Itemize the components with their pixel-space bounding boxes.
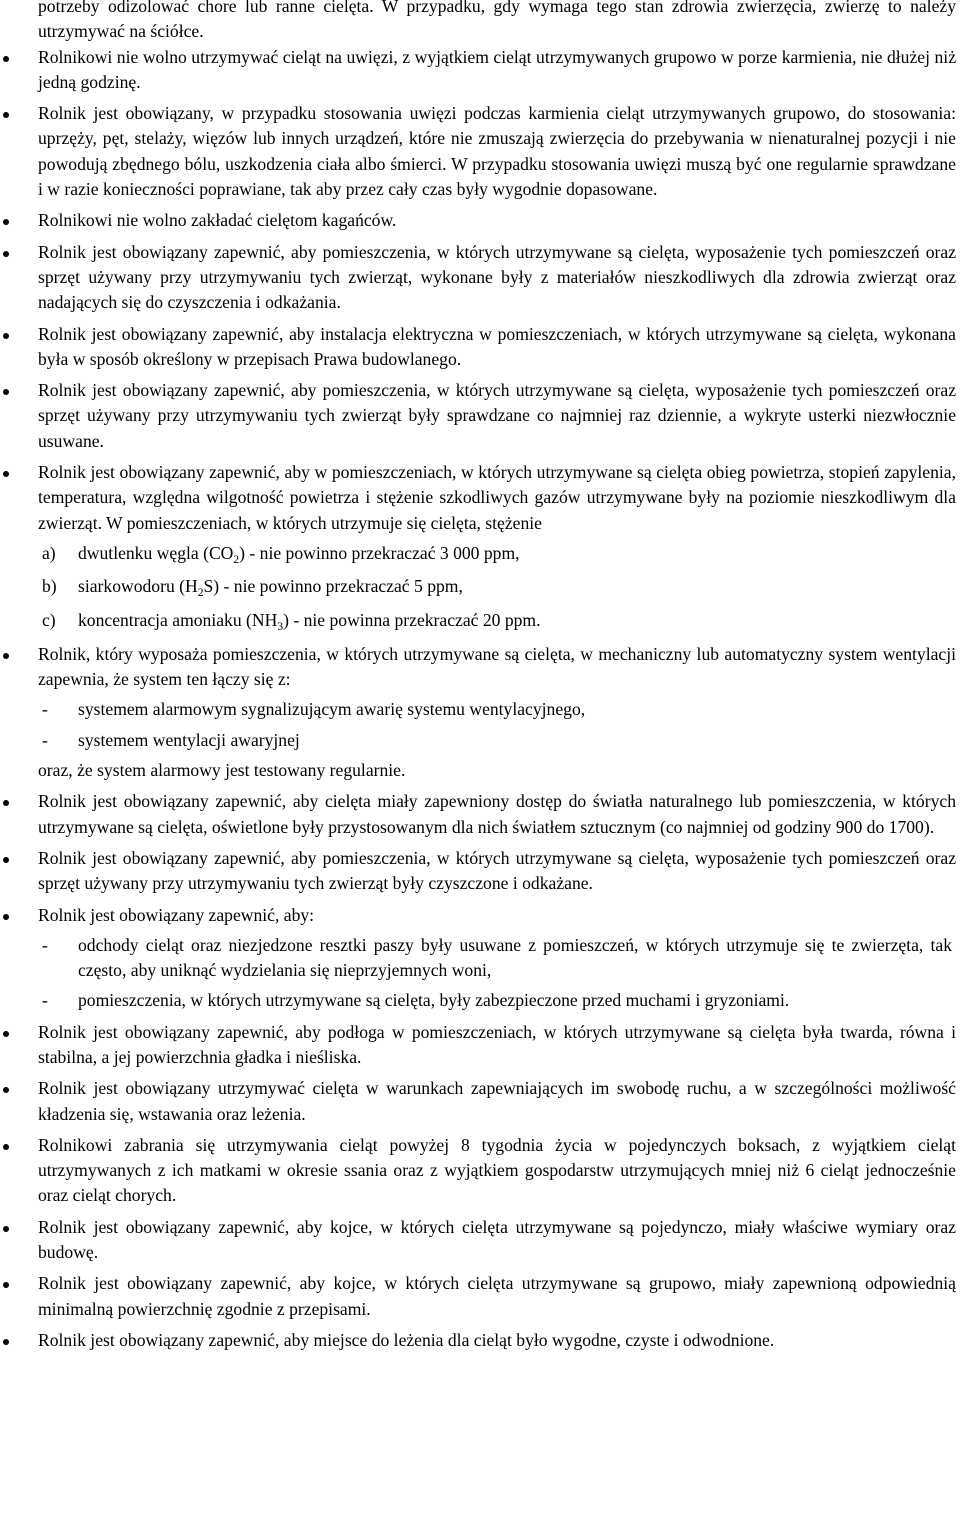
list-item bbox=[0, 789, 960, 840]
list-item bbox=[0, 1133, 960, 1209]
list-item-text: Rolnik jest obowiązany zapewnić, aby cielęta miały zapewniony dostęp do światła naturalnego lub pomieszczenia, w których utrzymywane są cielęta, oświetlone były przystosowanym dla nich światłem sztucznym (co najmniej od godziny 900 do 1700). bbox=[38, 791, 956, 837]
list-item-text: Rolnik, który wyposaża pomieszczenia, w których utrzymywane są cielęta, w mechaniczny lub automatyczny system wentylacji zapewnia, że system ten łączy się z: bbox=[38, 643, 956, 690]
list-item bbox=[0, 642, 960, 783]
sub-list-text bbox=[78, 542, 520, 566]
list-item bbox=[0, 1020, 960, 1071]
list-item-text: Rolnik jest obowiązany utrzymywać cielęta w warunkach zapewniających im swobodę ruchu, a w szczególności możliwość kładzenia się, wstawania oraz leżenia. bbox=[38, 1078, 956, 1124]
list-item bbox=[0, 1076, 960, 1127]
sub-list-marker: c) bbox=[42, 609, 56, 630]
list-item bbox=[0, 846, 960, 897]
list-item bbox=[0, 208, 960, 233]
sub-list-text bbox=[78, 576, 463, 600]
sub-list bbox=[38, 697, 956, 753]
sub-list-text: systemem alarmowym sygnalizującym awarię systemu wentylacyjnego, bbox=[78, 699, 586, 720]
list-item-text: Rolnikowi nie wolno utrzymywać cieląt na uwięzi, z wyjątkiem cieląt utrzymywanych grupowo w porze karmienia, nie dłużej niż jedną godzinę. bbox=[38, 46, 956, 92]
bullet-icon bbox=[3, 56, 9, 62]
list-item-text: Rolnik jest obowiązany zapewnić, aby pomieszczenia, w których utrzymywane są cielęta, wyposażenie tych pomieszczeń oraz sprzęt używany przy utrzymywaniu tych zwierząt, wykonane były z materiałów nieszkodliwych dla zdrowia zwierząt oraz nadających się do czyszczenia i odkażania. bbox=[38, 241, 956, 313]
bullet-icon bbox=[3, 857, 9, 863]
bullet-icon bbox=[3, 1282, 9, 1288]
sub-list-item bbox=[0, 608, 956, 636]
bullet-icon bbox=[3, 1226, 9, 1232]
sub-list-marker: - bbox=[42, 699, 48, 720]
sub-list-marker: b) bbox=[42, 576, 57, 597]
list-item bbox=[0, 322, 960, 373]
bullet-icon bbox=[3, 1144, 9, 1150]
chemical-subscript: 2 bbox=[233, 553, 240, 566]
sub-list-text bbox=[78, 609, 541, 633]
list-item-text: Rolnik jest obowiązany zapewnić, aby podłoga w pomieszczeniach, w których utrzymywane są cielęta była twarda, równa i stabilna, a jej powierzchnia gładka i nieśliska. bbox=[38, 1021, 956, 1067]
bullet-icon bbox=[3, 389, 9, 395]
list-item bbox=[0, 1215, 960, 1266]
list-item bbox=[0, 45, 960, 96]
bullet-icon bbox=[3, 333, 9, 339]
chemical-subscript: 2 bbox=[197, 587, 204, 600]
sub-list-text: odchody cieląt oraz niezjedzone resztki paszy były usuwane z pomieszczeń, w których utrzymuje się te zwierzęta, tak często, aby uniknąć wydzielania się nieprzyjemnych woni, bbox=[78, 934, 952, 981]
sub-text-before: koncentracja amoniaku (NH bbox=[78, 609, 278, 630]
bullet-icon bbox=[3, 800, 9, 806]
sub-list-item bbox=[0, 574, 956, 602]
bullet-list bbox=[0, 45, 960, 1354]
sub-list-item bbox=[0, 933, 956, 984]
bullet-icon bbox=[3, 219, 9, 225]
list-item-text: Rolnik jest obowiązany zapewnić, aby kojce, w których cielęta utrzymywane są pojedynczo, miały właściwe wymiary oraz budowę. bbox=[38, 1216, 956, 1263]
list-item bbox=[0, 903, 960, 1014]
list-item bbox=[0, 460, 960, 636]
sub-text-after: S) - nie powinno przekraczać 5 ppm, bbox=[203, 576, 463, 597]
list-item-text: Rolnikowi zabrania się utrzymywania cieląt powyżej 8 tygodnia życia w pojedynczych boksach, z wyjątkiem cieląt utrzymywanych z ich matkami w okresie ssania oraz z wyjątkiem gospodarstw utrzymujących mniej niż 6 cieląt jednocześnie oraz cieląt chorych. bbox=[38, 1134, 956, 1206]
sub-text-before: siarkowodoru (H bbox=[78, 576, 198, 597]
list-item-text: Rolnik jest obowiązany zapewnić, aby w pomieszczeniach, w których utrzymywane są cielęta obieg powietrza, stopień zapylenia, temperatura, względna wilgotność powietrza i stężenie szkodliwych gazów utrzymywane były na poziomie nieszkodliwym dla zwierząt. W pomieszczeniach, w których utrzymuje się cielęta, stężenie bbox=[38, 462, 956, 533]
list-item-text: Rolnikowi nie wolno zakładać cielętom kagańców. bbox=[38, 210, 397, 231]
list-item-text: Rolnik jest obowiązany zapewnić, aby miejsce do leżenia dla cieląt było wygodne, czyste i odwodnione. bbox=[38, 1329, 775, 1350]
list-item-text: Rolnik jest obowiązany zapewnić, aby instalacja elektryczna w pomieszczeniach, w których utrzymywane są cielęta, wykonana była w sposób określony w przepisach Prawa budowlanego. bbox=[38, 323, 956, 369]
list-item bbox=[0, 378, 960, 454]
sub-list-text: pomieszczenia, w których utrzymywane są cielęta, były zabezpieczone przed muchami i gryzoniami. bbox=[78, 990, 790, 1011]
bullet-icon bbox=[3, 1339, 9, 1345]
sub-list bbox=[38, 541, 956, 636]
list-item-text: Rolnik jest obowiązany, w przypadku stosowania uwięzi podczas karmienia cieląt utrzymywanych grupowo, do stosowania: uprzęży, pęt, stelaży, więzów lub innych urządzeń, które nie zmuszają zwierzęcia do przebywania w nienaturalnej pozycji i nie powodują zbędnego bólu, uszkodzenia ciała albo śmierci. W przypadku stosowania uwięzi muszą być one regularnie sprawdzane i w razie konieczności poprawiane, tak aby przez cały czas były wygodnie dopasowane. bbox=[38, 103, 956, 200]
sub-list-marker: - bbox=[42, 990, 48, 1011]
list-item bbox=[0, 1271, 960, 1322]
sub-list bbox=[38, 933, 956, 1014]
sub-text-after: ) - nie powinna przekraczać 20 ppm. bbox=[283, 609, 541, 630]
sub-text-before: dwutlenku węgla (CO bbox=[78, 542, 234, 563]
list-item-text: Rolnik jest obowiązany zapewnić, aby pomieszczenia, w których utrzymywane są cielęta, wyposażenie tych pomieszczeń oraz sprzęt używany przy utrzymywaniu tych zwierząt były czyszczone i odkażane. bbox=[38, 847, 956, 894]
intro-continuation: potrzeby odizolować chore lub ranne cielęta. W przypadku, gdy wymaga tego stan zdrowia zwierzęcia, zwierzę to należy utrzymywać na ściółce. bbox=[38, 0, 956, 42]
bullet-icon bbox=[3, 112, 9, 118]
sub-text-after: ) - nie powinno przekraczać 3 000 ppm, bbox=[239, 542, 520, 563]
list-item bbox=[0, 101, 960, 202]
bullet-icon bbox=[3, 471, 9, 477]
sub-list-item bbox=[0, 728, 956, 753]
sub-list-item bbox=[0, 988, 956, 1013]
bullet-icon bbox=[3, 251, 9, 257]
list-item-closing-text: oraz, że system alarmowy jest testowany regularnie. bbox=[38, 760, 406, 781]
list-item bbox=[0, 1328, 960, 1353]
list-item-text: Rolnik jest obowiązany zapewnić, aby pomieszczenia, w których utrzymywane są cielęta, wyposażenie tych pomieszczeń oraz sprzęt używany przy utrzymywaniu tych zwierząt były sprawdzane co najmniej raz dziennie, a wykryte usterki niezwłocznie usuwane. bbox=[38, 380, 956, 451]
sub-list-marker: a) bbox=[42, 542, 56, 563]
chemical-subscript: 3 bbox=[277, 620, 284, 633]
sub-list-text: systemem wentylacji awaryjnej bbox=[78, 729, 300, 750]
bullet-icon bbox=[3, 653, 9, 659]
sub-list-marker: - bbox=[42, 729, 48, 750]
sub-list-marker: - bbox=[42, 934, 48, 955]
list-item-text: Rolnik jest obowiązany zapewnić, aby kojce, w których cielęta utrzymywane są grupowo, miały zapewnioną odpowiednią minimalną powierzchnię zgodnie z przepisami. bbox=[38, 1273, 956, 1319]
bullet-icon bbox=[3, 1087, 9, 1093]
list-item-text: Rolnik jest obowiązany zapewnić, aby: bbox=[38, 904, 315, 925]
bullet-icon bbox=[3, 1031, 9, 1037]
sub-list-item bbox=[0, 697, 956, 722]
list-item bbox=[0, 240, 960, 316]
sub-list-item bbox=[0, 541, 956, 569]
bullet-icon bbox=[3, 914, 9, 920]
